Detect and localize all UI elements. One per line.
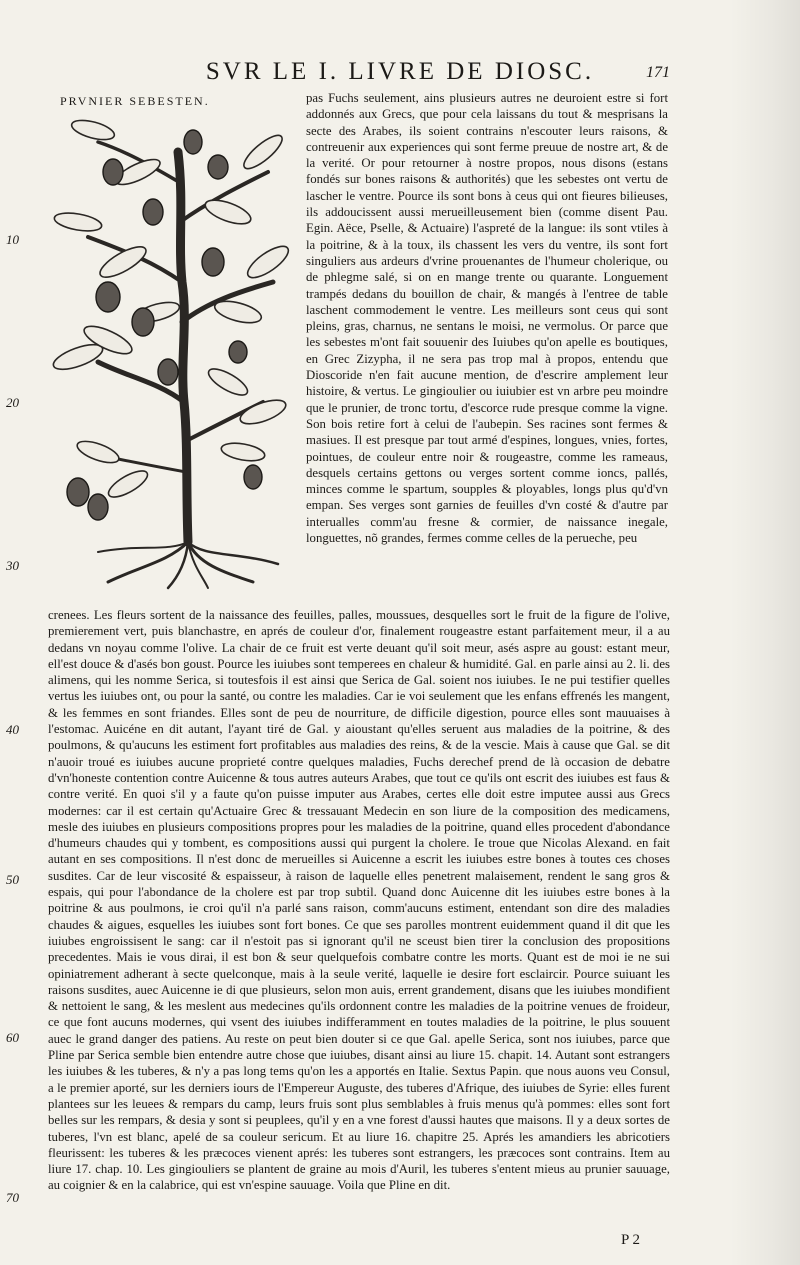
signature-mark: P 2 — [620, 1232, 640, 1248]
line-number: 50 — [6, 872, 19, 887]
line-number: 60 — [6, 1030, 19, 1045]
line-number: 70 — [6, 1190, 19, 1205]
line-number: 40 — [6, 722, 19, 737]
page-edge-shadow — [730, 0, 800, 1265]
running-title: SVR LE I. LIVRE DE DIOSC. — [205, 58, 595, 85]
page-number: 171 — [646, 64, 670, 81]
line-number: 20 — [6, 395, 19, 410]
commentary-column-text: pas Fuchs seulement, ains plusieurs autres ne deuroient estre si fort addonnés aux Grecs, que pour cela laissans du tout & mesprisans la secte des Arabes, ils soient contrains n'escouter leurs raisons, & contreuenir aux experiences qui sont ferme preuue de nostre art, & de la verité. Or pour retourner à nostre propos, nous disons (estans fondés sur bones raisons & authorités) que les sebestes ont vertu de lascher le ventre. Pource ils sont bons à ceus qui ont fieures bilieuses, ils addoucissent aussi merueilleusement bien (comme disent Pau. Egin. Aëce, Pselle, & Actuaire) l'aspreté de la langue: ils sont vtiles à la poitrine, & à la toux, ils chassent les vers du ventre, ils sont fort singuliers aus ardeurs d'vrine prouenantes de l'humeur cholerique, ou de phlegme salé, si on en mange trente ou quarante. Longuement trampés dedans du bouillon de chair, & mangés à l'entree de table laschent commodement le ventre. Les meilleurs sont ceus qui sont pleins, gras, charnus, ne sentans le moisi, ne vermolus. Or parce que les sebestes m'ont fait souuenir des Iuiubes qu'on apelle es boutiques, en Grec Zizypha, il ne sera pas trop mal à propos, entendu que Dioscoride n'en fait aucune mention, de d'escrire amplement leur histoire, & vertus. Le gingioulier ou iuiubier est vn arbre peu moindre que le prunier, de tronc tortu, d'escorce rude presque comme la vigne. Son bois retire fort à celui de l'aubepin. Ses racines sont fermes & masiues. Il est presque par tout armé d'espines, longues, vnies, fortes, pointues, de couleur entre noir & rougeastre, comme les rameaus, desquels certains gettons ou verges sortent comme ioncs, pallés, minces comme le spartum, soupples & ployables, longs plus qu'd'vn empan. Ses verges sont garnies de feuilles d'vn costé & d'autre par interualles comm'au fresne & cormier, de naissance inegale, longuettes, nõ grandes, fermes comme celles de la perueche, peu — [306, 91, 668, 546]
line-number: 10 — [6, 232, 19, 247]
commentary-full-width-text: crenees. Les fleurs sortent de la naissance des feuilles, palles, moussues, desquelles sort le fruit de la figure de l'olive, premierement vert, puis blanchastre, en aprés de couleur d'or, finalement rougeastre estant parfaitement meur, il a au dedans vn noyau comme l'olive. La chair de ce fruit est verte deuant qu'il soit meur, asés aspre au goust: estant meur, ell'est douce & d'asés bon goust. Pource les iuiubes sont temperees en chaleur & humidité. Gal. en parle ainsi au 2. li. des alimens, qui les nomme Serica, si toutesfois il est ainsi que Serica de Gal. soient nos iuiubes. Ie ne pui testifier quelles vertus les iuiubes ont, ou pour la santé, ou contre les maladies. Car ie voi seulement que les enfans effrenés les mangent, & les femmes en sont friandes. Elles sont de peu de nourriture, de difficile digestion, pource elles sont mauuaises à l'estomac. Auicéne en dit autant, l'ayant tiré de Gal. y aioustant qu'elles seruent aus maladies de la poitrine, & des poulmons, & qu'aucuns les estiment fort profitables aus maladies des reins, & de la vescie. Mais à cause que Gal. se dit n'auoir troué es iuiubes aucune proprieté contre quelques maladies, Fuchs derechef prend de là occasion de debatre d'vn'honeste contention contre Auicenne & tous autres auteurs Arabes, que tout ce qu'ils ont escrit des iuiubes est faus & contre verité. En quoi s'il y a faute qu'on puisse imputer aus Arabes, certes elle doit estre imputee aussi aus Grecs modernes: car il est certain qu'Actuaire Grec & tressauant Medecin en son liure de la composition des medicamens, mesle des iuiubes en plusieurs compositions propres pour les maladies de la poitrine, quand elles procedent d'abondance d'humeurs chaudes qui y tombent, es compositions aussi qui purgent la cholere. Ie troue que Nicolas Alexand. en fait autant en ses compositions. Il n'est donc de merueilles si Auicenne a escrit les iuiubes estre bones à toutes ces choses susdites. Car de leur viscosité & espaisseur, à raison de laquelle elles penetrent malaisement, rendent le sang gros & espais, qui pour l'abondance de la cholere est par trop subtil. Quand donc Auicenne dit les iuiubes estre bones à la poitrine & aus poulmons, ie croi qu'il n'a parlé sans raison, comm'aucuns estiment, entendant son dire des maladies chaudes & aigues, esquelles les iuiubes sont fort bones. Ce que ses parolles montrent euidemment quand il dit que les iuiubes engroissisent le sang: car il n'estoit pas si ignorant qu'il ne sceust bien tirer la conclusion des propositions precedentes. Mais ie vous dirai, il est bon & seur quelquefois combatre contre les morts. Quant est de moi ie ne sui opiniatrement adherant à secte quelconque, mais à la seule verité, laquelle ie desire fort esclaircir. Pource suiuant les raisons susdites, auec Auicenne ie di que plusieurs, selon mon auis, errent grandement, disans que les iuiubes mondifient & nettoient le sang, & les meslent aus medecines qu'ils ordonnent contre les maladies de la poitrine venues de froideur, ce que font aucuns modernes, qui vsent des iuiubes indifferamment en toutes maladies de la poitrine, le plus souuent auec le grand danger des patiens. Au reste on peut bien douter si ce que Gal. apelle Serica, sont nos iuiubes, parce que Pline par Serica semble bien entendre autre chose que iuiubes, disant ainsi au liure 15. chapit. 14. Autant sont estrangers les iuiubes & les tuberes, & n'y a pas long tems qu'on les a apportés en Italie. Sextus Papin. que nous auons veu Consul, a le premier aporté, sur les derniers iours de l'Empereur Auguste, des tuberes d'Afrique, des iuiubes de Syrie: elles furent plantees sur les leuees & rempars du camp, leurs fruis sont plus semblables à fruis menus qu'à pommes: elles sont fort belles sur les rempars, & desia y sont si peuplees, qu'il y en a vne forest d'aussi hautes que maisons. Il y a deux sortes de tuberes, l'vn est blanc, apelé de sa couleur sericum. Et au liure 16. chapitre 25. Aprés les amandiers les abricotiers fleurissent: les tuberes & les præcoces vienent aprés: les tuberes sont estrangers, les præcoces sont contrains. Item au liure 17. chap. 10. Les gingiouliers se plantent de graine au mois d'Auril, les tuberes s'entent mieus au prunier sauuage, au coignier & en la calabrice, qui est vn'espine sauuage. Voila que Pline en dit. — [48, 608, 670, 1193]
plant-woodcut — [38, 112, 300, 590]
plate-caption: PRVNIER SEBESTEN. — [60, 94, 210, 108]
line-number: 30 — [6, 558, 19, 573]
